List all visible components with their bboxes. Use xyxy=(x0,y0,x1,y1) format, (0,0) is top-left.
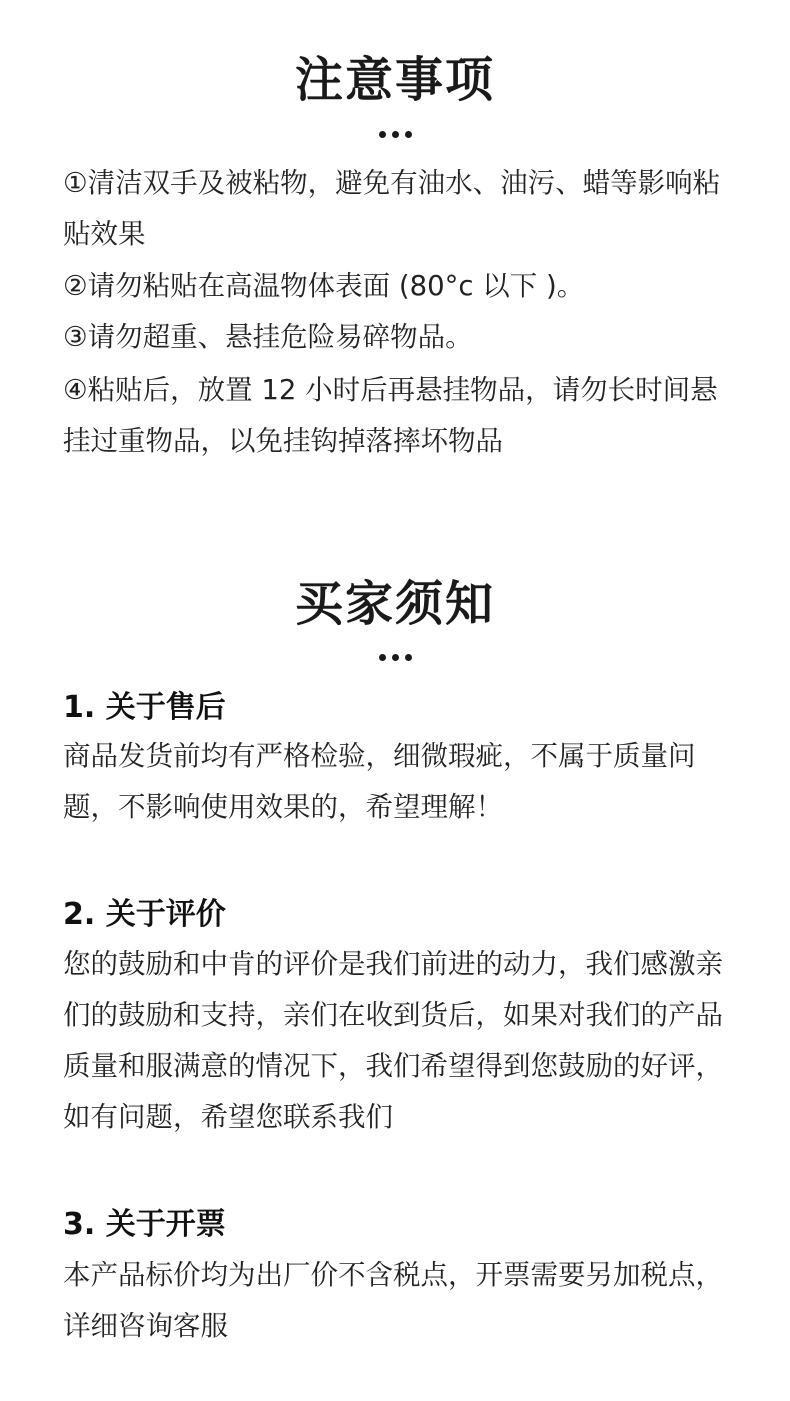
notice-item-2: ②请勿粘贴在高温物体表面 (80°c 以下 )。 xyxy=(63,270,585,302)
dot xyxy=(379,654,386,661)
review-heading: 2. 关于评价 xyxy=(63,897,226,932)
invoice-heading: 3. 关于开票 xyxy=(63,1207,226,1242)
dot xyxy=(392,654,399,661)
notice-item-3: ③请勿超重、悬挂危险易碎物品。 xyxy=(63,321,473,353)
review-body: 您的鼓励和中肯的评价是我们前进的动力，我们感激亲们的鼓励和支持，亲们在收到货后，如果对我们的产品质量和服满意的情况下，我们希望得到您鼓励的好评，如有问题，希望您联系我们 xyxy=(63,948,723,1133)
notice-item-4: ④粘贴后，放置 12 小时后再悬挂物品，请勿长时间悬挂过重物品，以免挂钩掉落摔坏物品 xyxy=(63,374,718,457)
notice-divider-dots xyxy=(0,124,790,138)
dot xyxy=(405,654,412,661)
buyer-divider-dots xyxy=(0,647,790,661)
notice-item-1: ①清洁双手及被粘物，避免有油水、油污、蜡等影响粘贴效果 xyxy=(63,167,721,250)
invoice-body: 本产品标价均为出厂价不含税点，开票需要另加税点，详细咨询客服 xyxy=(63,1259,723,1342)
notice-title: 注意事项 xyxy=(294,52,495,108)
buyer-notice-title: 买家须知 xyxy=(294,576,495,632)
dot xyxy=(379,131,386,138)
dot xyxy=(405,131,412,138)
after-sales-heading: 1. 关于售后 xyxy=(63,690,226,725)
dot xyxy=(392,131,399,138)
after-sales-body: 商品发货前均有严格检验，细微瑕疵，不属于质量问题，不影响使用效果的，希望理解！ xyxy=(63,740,696,823)
